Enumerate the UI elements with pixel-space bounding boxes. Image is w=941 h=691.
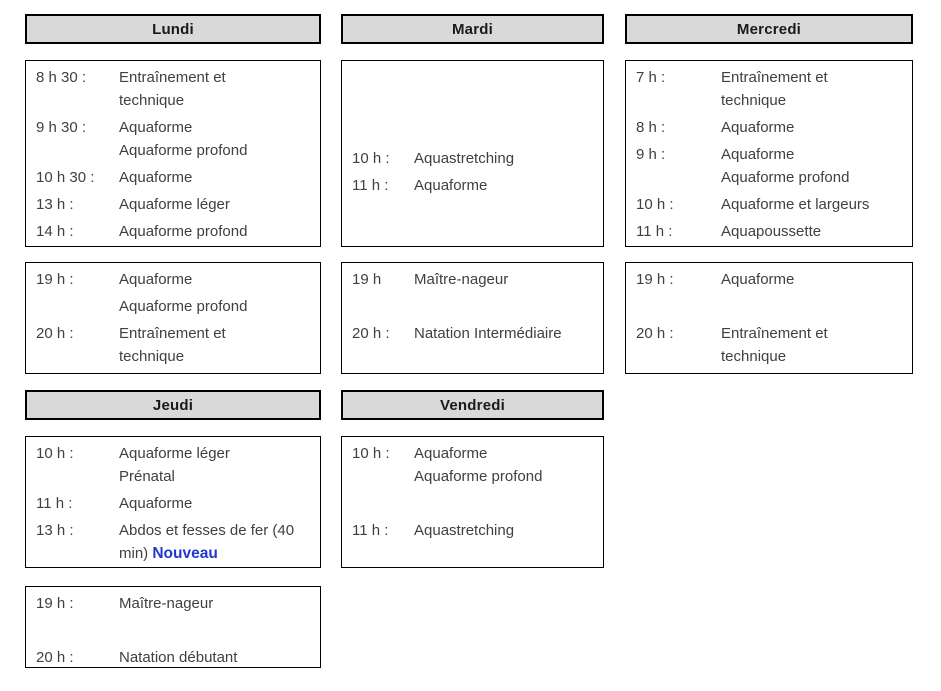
schedule-row [352,295,593,318]
day-header-vendredi [341,390,604,420]
activity-lines [119,166,310,189]
activity-line: Entraînement et [119,69,226,86]
activity-lines [721,220,902,243]
schedule-box-lundi-soir [25,262,321,374]
activity-lines [721,143,902,189]
activity-lines [414,322,593,345]
schedule-box-mardi-soir [341,262,604,374]
column-mercredi [625,14,913,390]
activity-lines [721,66,902,112]
time-label [352,93,414,116]
activity-line [414,120,593,143]
activity-line: Aquaforme léger [119,445,230,462]
activity-lines [119,442,310,488]
activity-line: Natation Intermédiaire [414,325,562,342]
activity-lines [414,492,593,515]
time-label [352,120,414,143]
schedule-row [352,492,593,515]
activity-line: Aquastretching [414,150,515,167]
time-label: 14 h : [36,223,74,240]
schedule-row [352,268,593,291]
day-header-mardi [341,14,604,44]
activity-line: technique [119,92,185,109]
time-label: 19 h [352,271,382,288]
activity-lines [414,295,593,318]
activity-lines [119,66,310,112]
activity-line: Aquaforme [721,271,795,288]
activity-lines [721,116,902,139]
activity-line: min) Nouveau [119,545,218,562]
activity-line: technique [721,92,787,109]
time-label: 8 h 30 : [36,69,87,86]
day-header-label: Vendredi [440,396,505,414]
activity-line: Entraînement et [119,325,226,342]
activity-line: Maître-nageur [119,595,214,612]
schedule-row [36,116,310,162]
time-label: 9 h : [636,146,666,163]
activity-line: Abdos et fesses de fer (40 [119,522,295,539]
schedule-row [352,322,593,345]
time-label: 20 h : [36,649,74,666]
time-label: 10 h : [352,445,390,462]
activity-line: Aquaforme [119,271,193,288]
activity-lines [119,295,310,318]
schedule-row [636,116,902,139]
day-header-mercredi [625,14,913,44]
time-label [36,619,119,642]
activity-lines [721,295,902,318]
time-label: 13 h : [36,522,74,539]
time-label [636,295,721,318]
activity-line [414,93,593,116]
schedule-row [36,322,310,368]
activity-line [119,619,310,642]
activity-lines [721,193,902,216]
activity-line: Aquaforme profond [119,142,248,159]
schedule-row [636,66,902,112]
schedule-row [36,166,310,189]
time-label: 20 h : [352,325,390,342]
activity-lines [721,322,902,368]
day-header-label: Jeudi [152,396,194,414]
day-header-label: Lundi [152,20,194,38]
schedule-box-vendredi-jour [341,436,604,568]
activity-line: Entraînement et [721,325,828,342]
day-header-label: Mardi [451,20,493,38]
schedule-row [36,519,310,565]
activity-line: technique [119,348,185,365]
activity-lines [119,492,310,515]
activity-lines [414,174,593,197]
activity-lines [414,66,593,89]
activity-line: Aquaforme [414,177,488,194]
activity-lines [119,116,310,162]
activity-line: Aquaforme et largeurs [721,196,870,213]
activity-line: technique [721,348,787,365]
schedule-row [36,646,310,668]
time-label: 8 h : [636,119,666,136]
schedule-row [636,268,902,291]
time-label [36,295,119,318]
time-label: 10 h 30 : [36,169,95,186]
column-lundi [25,14,321,668]
time-label: 10 h : [352,150,390,167]
schedule-row [352,442,593,488]
time-label: 19 h : [36,595,74,612]
new-badge: Nouveau [152,545,218,562]
schedule-row [36,442,310,488]
activity-lines [119,592,310,615]
time-label: 20 h : [36,325,74,342]
schedule-row [36,619,310,642]
activity-line: Aquastretching [414,522,515,539]
activity-lines [414,93,593,116]
schedule-row [636,143,902,189]
activity-lines [119,193,310,216]
activity-line: Natation débutant [119,649,238,666]
schedule-box-mercredi-soir [625,262,913,374]
activity-line: Aquaforme léger [119,196,230,213]
schedule-row [36,592,310,615]
schedule-box-mercredi-matin [625,60,913,247]
schedule-row [352,519,593,542]
schedule-row [36,268,310,291]
time-label: 11 h : [36,495,73,512]
day-header-jeudi [25,390,321,420]
activity-line: Entraînement et [721,69,828,86]
time-label: 9 h 30 : [36,119,87,136]
schedule-row [636,295,902,318]
time-label: 7 h : [636,69,666,86]
activity-line: Aquaforme profond [721,169,850,186]
schedule-box-lundi-matin [25,60,321,247]
activity-line: Aquaforme profond [119,298,248,315]
activity-line: Prénatal [119,468,175,485]
time-label: 11 h : [352,177,389,194]
time-label: 19 h : [636,271,674,288]
time-label: 10 h : [636,196,674,213]
schedule-row [36,193,310,216]
time-label: 11 h : [636,223,673,240]
activity-lines [414,442,593,488]
time-label: 13 h : [36,196,74,213]
activity-lines [119,619,310,642]
activity-lines [119,646,310,668]
activity-lines [414,519,593,542]
schedule-row [36,492,310,515]
schedule-box-jeudi-jour [25,436,321,568]
activity-lines [119,220,310,243]
activity-line: Aquaforme [721,146,795,163]
day-header-lundi [25,14,321,44]
activity-line: Aquaforme profond [414,468,543,485]
activity-line: Aquaforme [119,169,193,186]
time-label [352,295,414,318]
schedule-row [36,295,310,318]
time-label [352,492,414,515]
schedule-row [36,66,310,112]
activity-line: Maître-nageur [414,271,509,288]
time-label: 20 h : [636,325,674,342]
activity-lines [414,268,593,291]
schedule-row [352,93,593,116]
schedule-box-jeudi-soir [25,586,321,668]
activity-line [721,295,902,318]
schedule-row [636,322,902,368]
activity-line [414,492,593,515]
activity-lines [119,268,310,291]
schedule-row [352,174,593,197]
activity-line [414,295,593,318]
time-label: 19 h : [36,271,74,288]
time-label: 11 h : [352,522,389,539]
schedule-row [36,220,310,243]
schedule-box-mardi-matin [341,60,604,247]
activity-lines [119,519,310,565]
time-label: 10 h : [36,445,74,462]
day-header-label: Mercredi [736,20,802,38]
activity-line [414,66,593,89]
activity-line: Aquapoussette [721,223,822,240]
schedule-row [352,120,593,143]
activity-line: Aquaforme [119,119,193,136]
activity-lines [414,120,593,143]
schedule-row [636,193,902,216]
activity-line: Aquaforme [721,119,795,136]
activity-lines [721,268,902,291]
time-label [352,66,414,89]
activity-line: Aquaforme profond [119,223,248,240]
column-mardi [341,14,604,586]
activity-lines [414,147,593,170]
schedule-row [352,147,593,170]
schedule-row [352,66,593,89]
activity-line: Aquaforme [119,495,193,512]
activity-lines [119,322,310,368]
schedule-row [636,220,902,243]
activity-line: Aquaforme [414,445,488,462]
